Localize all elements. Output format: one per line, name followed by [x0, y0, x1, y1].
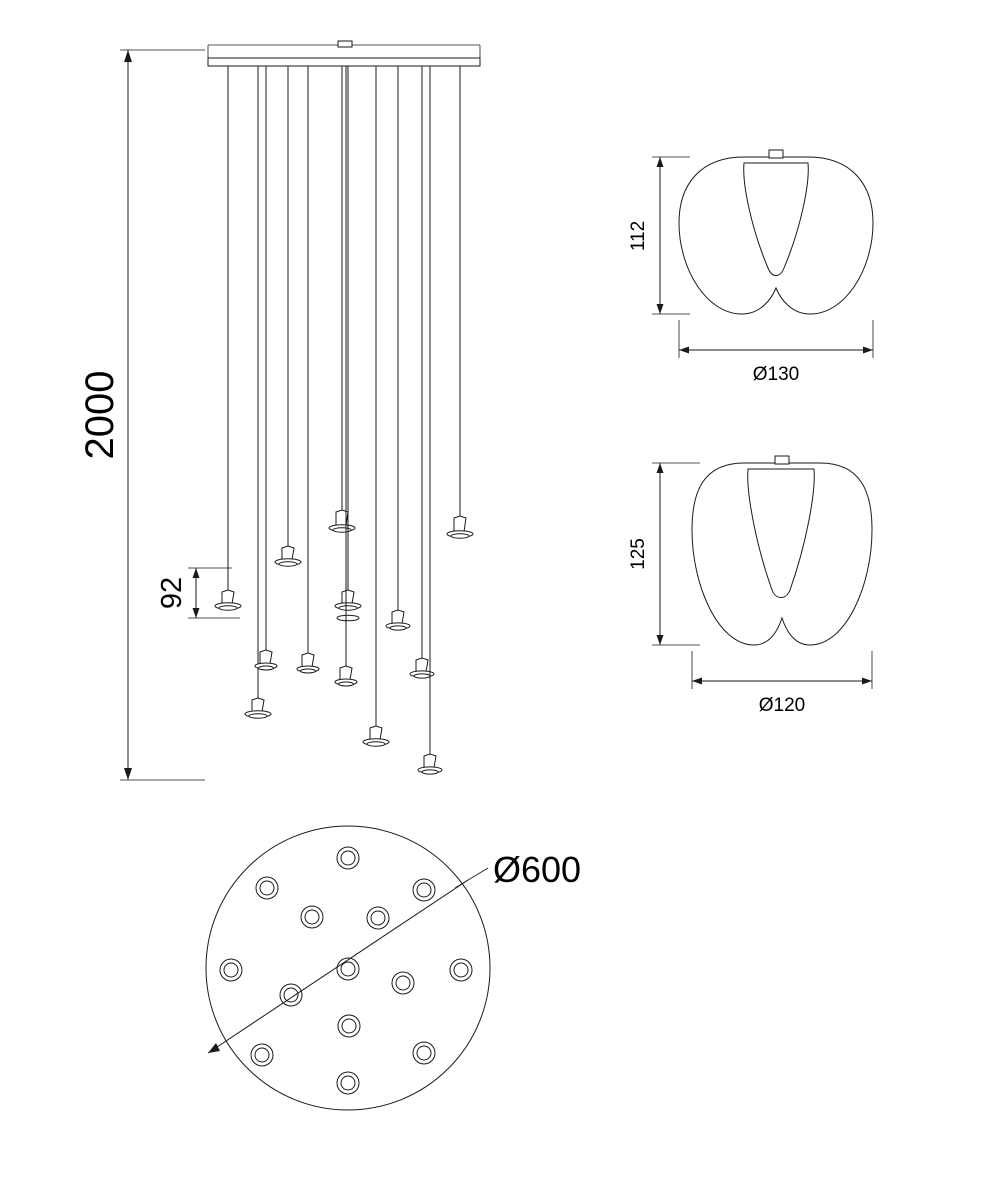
dimension-125: [652, 463, 700, 645]
front-elevation-view: [120, 41, 480, 780]
dimension-2000: [120, 50, 205, 780]
label-height-2000: 2000: [78, 370, 122, 460]
shade-view-lower: [652, 456, 872, 689]
dimension-dia-120: [692, 651, 872, 689]
label-height-92: 92: [156, 576, 188, 610]
label-canopy-dia-600: Ø600: [493, 849, 582, 890]
dimension-dia-130: [679, 320, 873, 358]
pendant-cables-and-shades: [215, 66, 473, 774]
label-shade-height-112: 112: [628, 220, 649, 252]
canopy-plan-view: [206, 826, 490, 1110]
canopy-plate-elevation: [208, 41, 480, 66]
label-shade-dia-120: Ø120: [758, 695, 806, 716]
label-shade-height-125: 125: [628, 538, 649, 570]
shade-view-upper: [652, 150, 873, 358]
label-shade-dia-130: Ø130: [752, 364, 800, 385]
